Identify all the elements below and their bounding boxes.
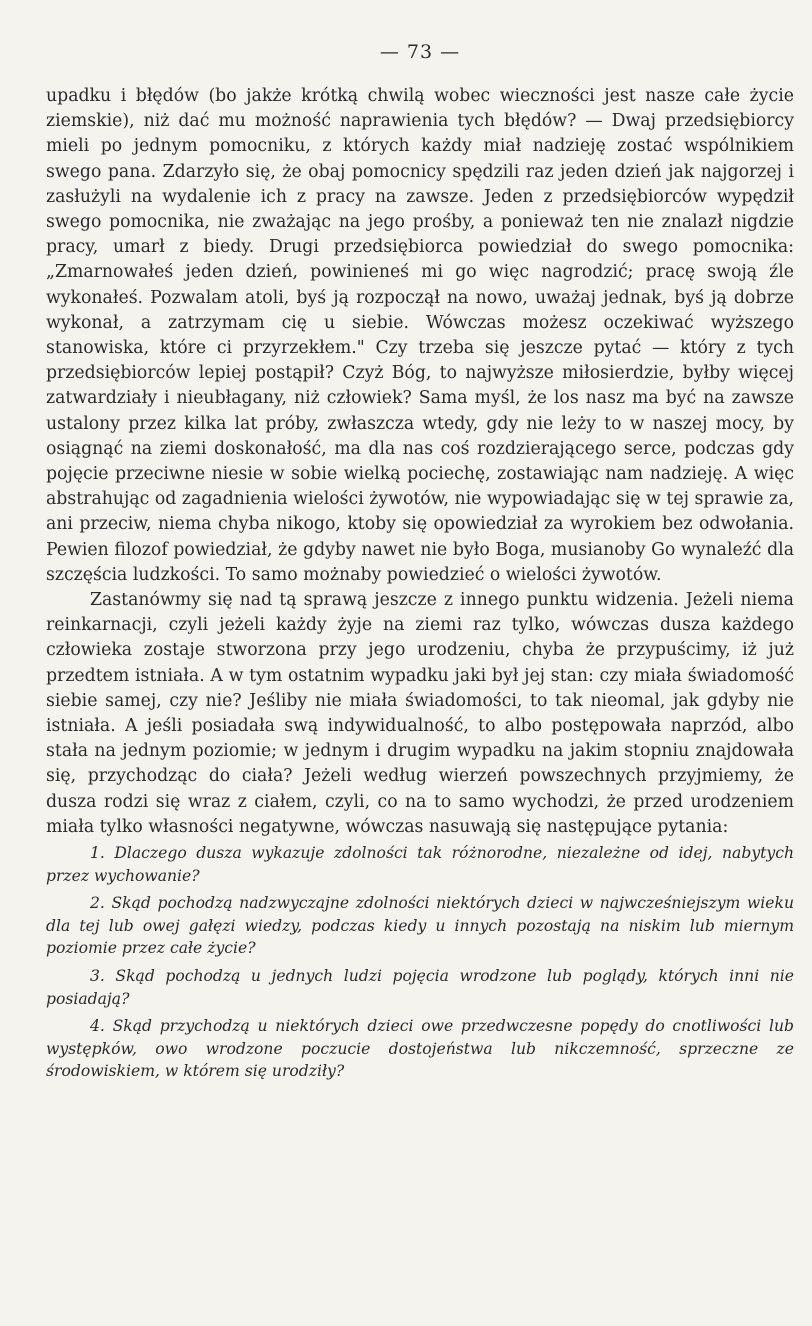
question-1: 1. Dlaczego dusza wykazuje zdolności tak różnorodne, niezależne od idej, nabytych przez wychowanie? — [46, 844, 794, 885]
book-page — [46, 34, 794, 1088]
paragraph-2: Zastanówmy się nad tą sprawą jeszcze z innego punktu widzenia. Jeżeli niema reinkarnacji, czyli jeżeli każdy żyje na ziemi raz tylko, wówczas dusza każdego człowieka zostaje stworzona przy jego urodzeniu, chyba że przypuścimy, iż już przedtem istniała. A w tym ostatnim wypadku jaki był jej stan: czy miała świadomość siebie samej, czy nie? Jeśliby nie miała świadomości, to tak nieomal, jak gdyby nie istniała. A jeśli posiadała swą indywidualność, to albo postępowała naprzód, albo stała na jednym poziomie; w jednym i drugim wypadku na jakim stopniu znajdowała się, przychodząc do ciała? Jeżeli według wierzeń powszechnych przyjmiemy, że dusza rodzi się wraz z ciałem, czyli, co na to samo wychodzi, że przed urodzeniem miała tylko własności negatywne, wówczas nasuwają się następujące pytania: — [46, 590, 794, 837]
question-list — [46, 842, 794, 1083]
question-3: 3. Skąd pochodzą u jednych ludzi pojęcia wrodzone lub poglądy, których inni nie posiadają? — [46, 967, 794, 1008]
page-number: — 73 — — [379, 41, 461, 63]
paragraph-1: upadku i błędów (bo jakże krótką chwilą wobec wieczności jest nasze całe życie ziemskie), niż dać mu możność naprawienia tych błędów? — Dwaj przedsiębiorcy mieli po jednym pomocniku, z których każdy miał nadzieję zostać wspólnikiem swego pana. Zdarzyło się, że obaj pomocnicy spędzili raz jeden dzień jak najgorzej i zasłużyli na wydalenie ich z pracy na zawsze. Jeden z przedsiębiorców wypędził swego pomocnika, nie zważając na jego prośby, a ponieważ ten nie znalazł nigdzie pracy, umarł z biedy. Drugi przedsiębiorca powiedział do swego pomocnika: „Zmarnowałeś jeden dzień, powinieneś mi go więc nagrodzić; pracę swoją źle wykonałeś. Pozwalam atoli, byś ją rozpoczął na nowo, uważaj jednak, byś ją dobrze wykonał, a zatrzymam cię u siebie. Wówczas możesz oczekiwać wyższego stanowiska, które ci przyrzekłem." Czy trzeba się jeszcze pytać — który z tych przedsiębiorców lepiej postąpił? Czyż Bóg, to najwyższe miłosierdzie, byłby więcej zatwardziały i nieubłagany, niż człowiek? Sama myśl, że los nasz ma być na zawsze ustalony przez kilka lat próby, zwłaszcza wtedy, gdy nie leży to w naszej mocy, by osiągnąć na ziemi doskonałość, ma dla nas coś rozdzierającego serce, podczas gdy pojęcie przeciwne niesie w sobie wielką pociechę, zostawiając nam nadzieję. A więc abstrahując od zagadnienia wielości żywotów, nie wypowiadając się w tej sprawie za, ani przeciw, niema chyba nikogo, ktoby się opowiedział za wyrokiem bez odwołania. Pewien filozof powiedział, że gdyby nawet nie było Boga, musianoby Go wynaleźć dla szczęścia ludzkości. To samo możnaby powiedzieć o wielości żywotów. — [46, 86, 794, 585]
question-4: 4. Skąd przychodzą u niektórych dzieci owe przedwczesne popędy do cnotliwości lub występków, owo wrodzone poczucie dostojeństwa lub nikczemność, sprzeczne ze środowiskiem, w którem się urodziły? — [46, 1017, 794, 1081]
question-2: 2. Skąd pochodzą nadzwyczajne zdolności niektórych dzieci w najwcześniejszym wieku dla tej lub owej gałęzi wiedzy, podczas kiedy u innych pozostają na niskim lub miernym poziomie przez całe życie? — [46, 894, 794, 958]
body-text — [46, 84, 794, 840]
